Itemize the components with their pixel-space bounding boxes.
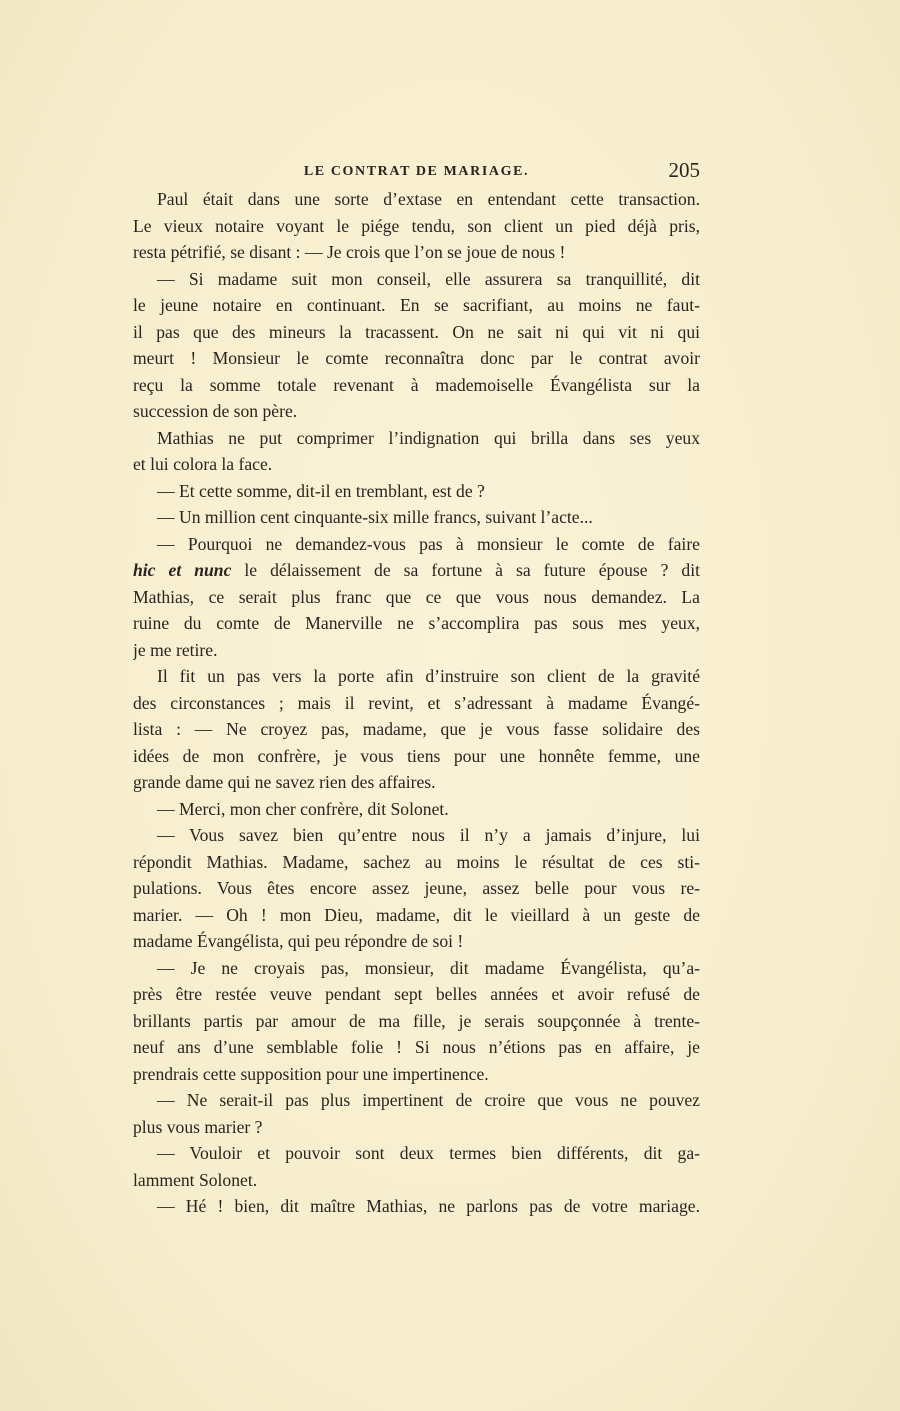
text-line: grande dame qui ne savez rien des affaires.	[133, 772, 436, 792]
text-line: Le vieux notaire voyant le piége tendu, son client un pied déjà pris,	[133, 215, 700, 236]
text-line: ruine du comte de Manerville ne s’accomplira pas sous mes yeux,	[133, 613, 700, 633]
paragraph	[133, 186, 700, 266]
text-line: répondit Mathias. Madame, sachez au moins le résultat de ces sti-	[133, 851, 700, 872]
page-number: 205	[668, 158, 700, 182]
text-line: — Et cette somme, dit-il en tremblant, est de ?	[157, 480, 485, 501]
text-line: succession de son père.	[133, 401, 298, 421]
text-line	[133, 557, 700, 584]
text-line: Mathias, ce serait plus franc que ce que vous nous demandez. La	[133, 586, 700, 607]
text-line: Paul était dans une sorte d’extase en entendant cette transaction.	[157, 189, 700, 209]
text-line: — Vouloir et pouvoir sont deux termes bien différents, dit ga-	[157, 1143, 700, 1163]
text-line: lamment Solonet.	[133, 1169, 258, 1190]
paragraph	[133, 955, 700, 1088]
paragraph	[133, 796, 700, 823]
text-line: près être restée veuve pendant sept belles années et avoir refusé de	[133, 984, 700, 1004]
text-line: reçu la somme totale revenant à mademoiselle Évangélista sur la	[133, 374, 700, 395]
text-line: plus vous marier ?	[133, 1116, 263, 1137]
italic-phrase: hic et nunc	[133, 560, 232, 580]
paragraph	[133, 822, 700, 955]
text-line: resta pétrifié, se disant : — Je crois que l’on se joue de nous !	[133, 242, 566, 262]
text-line: lista : — Ne croyez pas, madame, que je vous fasse solidaire des	[133, 719, 700, 739]
paragraph	[133, 504, 700, 531]
text-segment: le délaissement de sa fortune à sa future épouse ? dit	[231, 560, 700, 580]
text-line: brillants partis par amour de ma fille, je serais soupçonnée à trente-	[133, 1010, 700, 1031]
text-line: je me retire.	[133, 639, 218, 660]
text-line: — Je ne croyais pas, monsieur, dit madame Évangélista, qu’a-	[157, 957, 700, 978]
text-line: meurt ! Monsieur le comte reconnaîtra donc par le contrat avoir	[133, 348, 700, 368]
text-line: il pas que des mineurs la tracassent. On ne sait ni qui vit ni qui	[133, 321, 700, 342]
text-line: — Un million cent cinquante-six mille francs, suivant l’acte...	[157, 507, 593, 527]
text-line: — Si madame suit mon conseil, elle assurera sa tranquillité, dit	[157, 268, 700, 289]
paragraph	[133, 478, 700, 505]
paragraph	[133, 266, 700, 425]
text-line: prendrais cette supposition pour une impertinence.	[133, 1063, 489, 1084]
text-line: — Vous savez bien qu’entre nous il n’y a jamais d’injure, lui	[157, 825, 700, 845]
text-line: des circonstances ; mais il revint, et s’adressant à madame Évangé-	[133, 692, 700, 713]
text-line: — Ne serait-il pas plus impertinent de croire que vous ne pouvez	[157, 1090, 700, 1110]
text-line: Il fit un pas vers la porte afin d’instruire son client de la gravité	[157, 666, 700, 686]
chapter-title: LE CONTRAT DE MARIAGE.	[303, 164, 530, 179]
paragraph	[133, 663, 700, 796]
running-head	[133, 158, 700, 186]
text-line: pulations. Vous êtes encore assez jeune, assez belle pour vous re-	[133, 878, 700, 898]
text-line: marier. — Oh ! mon Dieu, madame, dit le vieillard à un geste de	[133, 904, 700, 925]
paragraph	[133, 1140, 700, 1193]
text-line: et lui colora la face.	[133, 454, 273, 474]
paragraph	[133, 1193, 700, 1220]
text-line: — Merci, mon cher confrère, dit Solonet.	[157, 798, 449, 819]
text-line: le jeune notaire en continuant. En se sacrifiant, au moins ne faut-	[133, 295, 700, 315]
paragraph	[133, 1087, 700, 1140]
text-line: idées de mon confrère, je vous tiens pour une honnête femme, une	[133, 745, 700, 766]
paragraph	[133, 425, 700, 478]
text-line: Mathias ne put comprimer l’indignation qui brilla dans ses yeux	[157, 427, 700, 448]
text-line: — Pourquoi ne demandez-vous pas à monsieur le comte de faire	[157, 533, 700, 554]
paragraph	[133, 531, 700, 664]
text-line: madame Évangélista, qui peu répondre de soi !	[133, 931, 464, 951]
body-text	[133, 186, 700, 1220]
text-line: — Hé ! bien, dit maître Mathias, ne parlons pas de votre mariage.	[157, 1196, 700, 1216]
text-line: neuf ans d’une semblable folie ! Si nous n’étions pas en affaire, je	[133, 1037, 700, 1057]
